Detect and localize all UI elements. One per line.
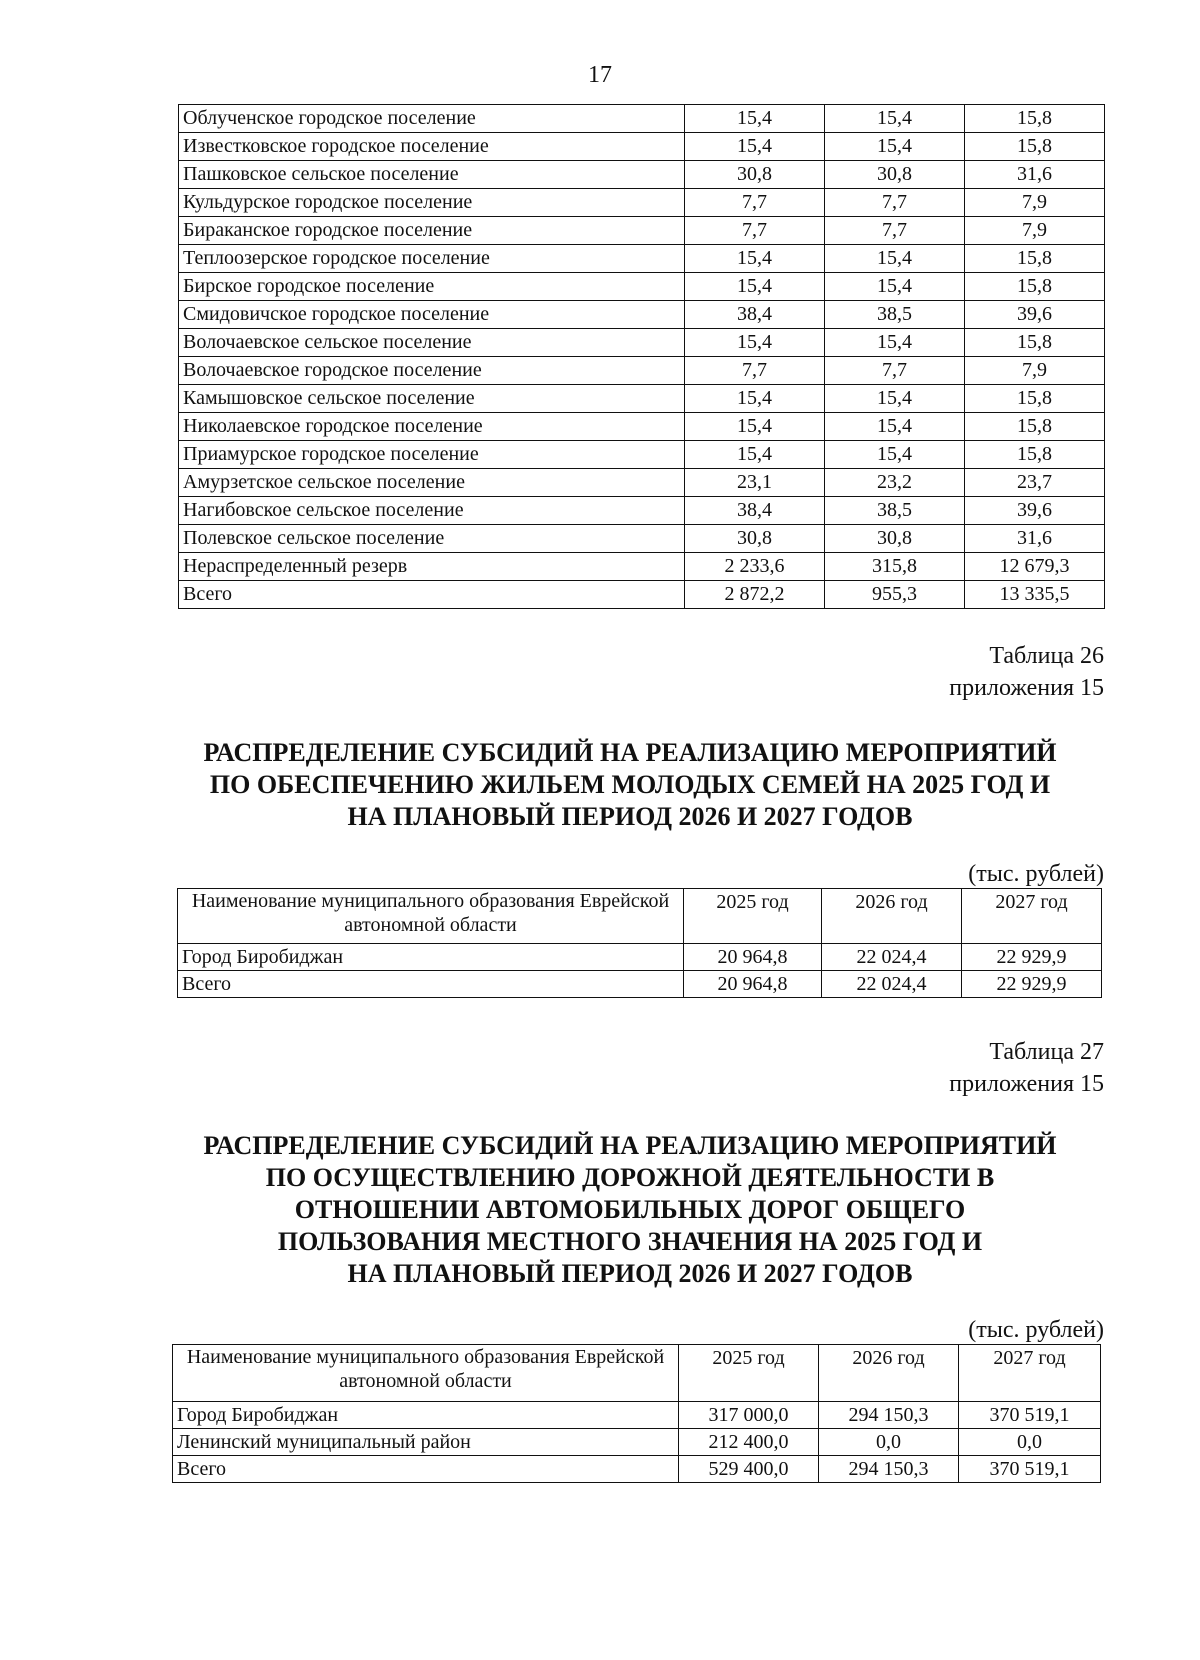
table27-title-line: ПО ОСУЩЕСТВЛЕНИЮ ДОРОЖНОЙ ДЕЯТЕЛЬНОСТИ В bbox=[265, 1163, 995, 1192]
municipality-name-cell: Ленинский муниципальный район bbox=[173, 1429, 679, 1456]
municipality-name-cell: Известковское городское поселение bbox=[179, 133, 685, 161]
amount-cell-2027: 15,8 bbox=[965, 385, 1105, 413]
amount-cell-2025: 30,8 bbox=[685, 161, 825, 189]
amount-cell-2026: 15,4 bbox=[825, 105, 965, 133]
amount-cell-2026: 15,4 bbox=[825, 441, 965, 469]
table27-unit: (тыс. рублей) bbox=[968, 1317, 1104, 1343]
table26-header-2026: 2026 год bbox=[822, 889, 962, 944]
amount-cell-2027: 15,8 bbox=[965, 329, 1105, 357]
table26-label: Таблица 26 bbox=[989, 643, 1104, 669]
amount-cell-2025: 38,4 bbox=[685, 301, 825, 329]
amount-cell-2026: 15,4 bbox=[825, 413, 965, 441]
amount-cell-2025: 529 400,0 bbox=[679, 1456, 819, 1483]
table27-label: Таблица 27 bbox=[989, 1039, 1104, 1065]
municipality-name-cell: Всего bbox=[179, 581, 685, 609]
table-row bbox=[179, 217, 1105, 245]
amount-cell-2026: 0,0 bbox=[819, 1429, 959, 1456]
table-row bbox=[179, 581, 1105, 609]
table-row bbox=[173, 1402, 1101, 1429]
amount-cell-2027: 370 519,1 bbox=[959, 1402, 1101, 1429]
amount-cell-2027: 22 929,9 bbox=[962, 944, 1102, 971]
amount-cell-2025: 212 400,0 bbox=[679, 1429, 819, 1456]
table26-unit: (тыс. рублей) bbox=[968, 861, 1104, 887]
table-row bbox=[179, 525, 1105, 553]
amount-cell-2026: 15,4 bbox=[825, 133, 965, 161]
table-row bbox=[173, 1456, 1101, 1483]
amount-cell-2025: 15,4 bbox=[685, 329, 825, 357]
amount-cell-2026: 22 024,4 bbox=[822, 944, 962, 971]
amount-cell-2025: 15,4 bbox=[685, 273, 825, 301]
table-row bbox=[173, 1429, 1101, 1456]
table27-header-2025: 2025 год bbox=[679, 1345, 819, 1402]
table-row bbox=[179, 385, 1105, 413]
amount-cell-2026: 30,8 bbox=[825, 161, 965, 189]
table27 bbox=[172, 1344, 1101, 1483]
table-row bbox=[179, 161, 1105, 189]
table-row bbox=[179, 189, 1105, 217]
municipality-name-cell: Амурзетское сельское поселение bbox=[179, 469, 685, 497]
amount-cell-2025: 30,8 bbox=[685, 525, 825, 553]
amount-cell-2027: 31,6 bbox=[965, 525, 1105, 553]
amount-cell-2027: 39,6 bbox=[965, 301, 1105, 329]
amount-cell-2025: 7,7 bbox=[685, 357, 825, 385]
table26-body bbox=[178, 944, 1102, 998]
municipality-name-cell: Камышовское сельское поселение bbox=[179, 385, 685, 413]
continued-table-body bbox=[179, 105, 1105, 609]
amount-cell-2025: 7,7 bbox=[685, 189, 825, 217]
table27-title bbox=[150, 1130, 1110, 1290]
amount-cell-2025: 20 964,8 bbox=[684, 971, 822, 998]
amount-cell-2027: 7,9 bbox=[965, 189, 1105, 217]
table-row bbox=[179, 329, 1105, 357]
table27-title-line: ОТНОШЕНИИ АВТОМОБИЛЬНЫХ ДОРОГ ОБЩЕГО bbox=[294, 1195, 966, 1224]
table-row bbox=[179, 133, 1105, 161]
amount-cell-2025: 15,4 bbox=[685, 105, 825, 133]
amount-cell-2027: 13 335,5 bbox=[965, 581, 1105, 609]
amount-cell-2027: 15,8 bbox=[965, 105, 1105, 133]
amount-cell-2025: 38,4 bbox=[685, 497, 825, 525]
amount-cell-2027: 15,8 bbox=[965, 273, 1105, 301]
table26-title-line: ПО ОБЕСПЕЧЕНИЮ ЖИЛЬЕМ МОЛОДЫХ СЕМЕЙ НА 2025 ГОД И bbox=[209, 770, 1051, 799]
amount-cell-2026: 23,2 bbox=[825, 469, 965, 497]
continued-table bbox=[178, 104, 1105, 609]
table-row bbox=[179, 357, 1105, 385]
amount-cell-2026: 315,8 bbox=[825, 553, 965, 581]
municipality-name-cell: Кульдурское городское поселение bbox=[179, 189, 685, 217]
table27-header-name: Наименование муниципального образования Еврейской автономной области bbox=[173, 1345, 679, 1402]
municipality-name-cell: Пашковское сельское поселение bbox=[179, 161, 685, 189]
table27-title-line: НА ПЛАНОВЫЙ ПЕРИОД 2026 И 2027 ГОДОВ bbox=[347, 1259, 913, 1288]
table-row bbox=[179, 441, 1105, 469]
amount-cell-2027: 23,7 bbox=[965, 469, 1105, 497]
amount-cell-2026: 294 150,3 bbox=[819, 1456, 959, 1483]
amount-cell-2026: 7,7 bbox=[825, 357, 965, 385]
table27-title-line: РАСПРЕДЕЛЕНИЕ СУБСИДИЙ НА РЕАЛИЗАЦИЮ МЕРОПРИЯТИЙ bbox=[203, 1131, 1057, 1160]
table26-header-2025: 2025 год bbox=[684, 889, 822, 944]
municipality-name-cell: Волочаевское сельское поселение bbox=[179, 329, 685, 357]
amount-cell-2026: 294 150,3 bbox=[819, 1402, 959, 1429]
amount-cell-2027: 12 679,3 bbox=[965, 553, 1105, 581]
amount-cell-2026: 15,4 bbox=[825, 329, 965, 357]
municipality-name-cell: Всего bbox=[178, 971, 684, 998]
municipality-name-cell: Нагибовское сельское поселение bbox=[179, 497, 685, 525]
municipality-name-cell: Николаевское городское поселение bbox=[179, 413, 685, 441]
municipality-name-cell: Теплоозерское городское поселение bbox=[179, 245, 685, 273]
amount-cell-2026: 7,7 bbox=[825, 217, 965, 245]
table-row bbox=[179, 469, 1105, 497]
table-row bbox=[179, 553, 1105, 581]
table27-header-2027: 2027 год bbox=[959, 1345, 1101, 1402]
amount-cell-2025: 7,7 bbox=[685, 217, 825, 245]
municipality-name-cell: Приамурское городское поселение bbox=[179, 441, 685, 469]
municipality-name-cell: Облученское городское поселение bbox=[179, 105, 685, 133]
amount-cell-2027: 15,8 bbox=[965, 133, 1105, 161]
amount-cell-2027: 39,6 bbox=[965, 497, 1105, 525]
table-row bbox=[179, 301, 1105, 329]
table-row bbox=[179, 105, 1105, 133]
amount-cell-2027: 15,8 bbox=[965, 441, 1105, 469]
amount-cell-2027: 15,8 bbox=[965, 245, 1105, 273]
amount-cell-2027: 7,9 bbox=[965, 357, 1105, 385]
table-row bbox=[178, 944, 1102, 971]
amount-cell-2027: 15,8 bbox=[965, 413, 1105, 441]
amount-cell-2027: 7,9 bbox=[965, 217, 1105, 245]
municipality-name-cell: Бираканское городское поселение bbox=[179, 217, 685, 245]
amount-cell-2025: 15,4 bbox=[685, 245, 825, 273]
amount-cell-2025: 2 233,6 bbox=[685, 553, 825, 581]
amount-cell-2025: 317 000,0 bbox=[679, 1402, 819, 1429]
table26-appendix: приложения 15 bbox=[949, 675, 1104, 701]
municipality-name-cell: Город Биробиджан bbox=[173, 1402, 679, 1429]
table27-header-2026: 2026 год bbox=[819, 1345, 959, 1402]
table27-appendix: приложения 15 bbox=[949, 1071, 1104, 1097]
municipality-name-cell: Волочаевское городское поселение bbox=[179, 357, 685, 385]
table26-title-line: НА ПЛАНОВЫЙ ПЕРИОД 2026 И 2027 ГОДОВ bbox=[347, 802, 913, 831]
table26-header-2027: 2027 год bbox=[962, 889, 1102, 944]
amount-cell-2026: 30,8 bbox=[825, 525, 965, 553]
table27-title-line: ПОЛЬЗОВАНИЯ МЕСТНОГО ЗНАЧЕНИЯ НА 2025 ГОД И bbox=[277, 1227, 983, 1256]
amount-cell-2025: 15,4 bbox=[685, 133, 825, 161]
municipality-name-cell: Смидовичское городское поселение bbox=[179, 301, 685, 329]
table26-title bbox=[150, 737, 1110, 833]
table26 bbox=[177, 888, 1102, 998]
municipality-name-cell: Полевское сельское поселение bbox=[179, 525, 685, 553]
amount-cell-2025: 2 872,2 bbox=[685, 581, 825, 609]
table-row bbox=[179, 413, 1105, 441]
table26-header-name: Наименование муниципального образования Еврейской автономной области bbox=[178, 889, 684, 944]
municipality-name-cell: Нераспределенный резерв bbox=[179, 553, 685, 581]
amount-cell-2025: 15,4 bbox=[685, 441, 825, 469]
amount-cell-2026: 38,5 bbox=[825, 301, 965, 329]
amount-cell-2026: 15,4 bbox=[825, 245, 965, 273]
amount-cell-2025: 15,4 bbox=[685, 413, 825, 441]
amount-cell-2025: 23,1 bbox=[685, 469, 825, 497]
table-row bbox=[178, 971, 1102, 998]
municipality-name-cell: Город Биробиджан bbox=[178, 944, 684, 971]
table-row bbox=[179, 497, 1105, 525]
page-number: 17 bbox=[588, 62, 612, 88]
amount-cell-2027: 31,6 bbox=[965, 161, 1105, 189]
table26-title-line: РАСПРЕДЕЛЕНИЕ СУБСИДИЙ НА РЕАЛИЗАЦИЮ МЕРОПРИЯТИЙ bbox=[203, 738, 1057, 767]
amount-cell-2025: 15,4 bbox=[685, 385, 825, 413]
municipality-name-cell: Бирское городское поселение bbox=[179, 273, 685, 301]
amount-cell-2026: 15,4 bbox=[825, 273, 965, 301]
table-row bbox=[179, 273, 1105, 301]
municipality-name-cell: Всего bbox=[173, 1456, 679, 1483]
amount-cell-2027: 0,0 bbox=[959, 1429, 1101, 1456]
amount-cell-2026: 15,4 bbox=[825, 385, 965, 413]
table27-body bbox=[173, 1402, 1101, 1483]
amount-cell-2025: 20 964,8 bbox=[684, 944, 822, 971]
amount-cell-2027: 370 519,1 bbox=[959, 1456, 1101, 1483]
amount-cell-2026: 955,3 bbox=[825, 581, 965, 609]
amount-cell-2026: 7,7 bbox=[825, 189, 965, 217]
amount-cell-2026: 22 024,4 bbox=[822, 971, 962, 998]
table-row bbox=[179, 245, 1105, 273]
amount-cell-2027: 22 929,9 bbox=[962, 971, 1102, 998]
amount-cell-2026: 38,5 bbox=[825, 497, 965, 525]
